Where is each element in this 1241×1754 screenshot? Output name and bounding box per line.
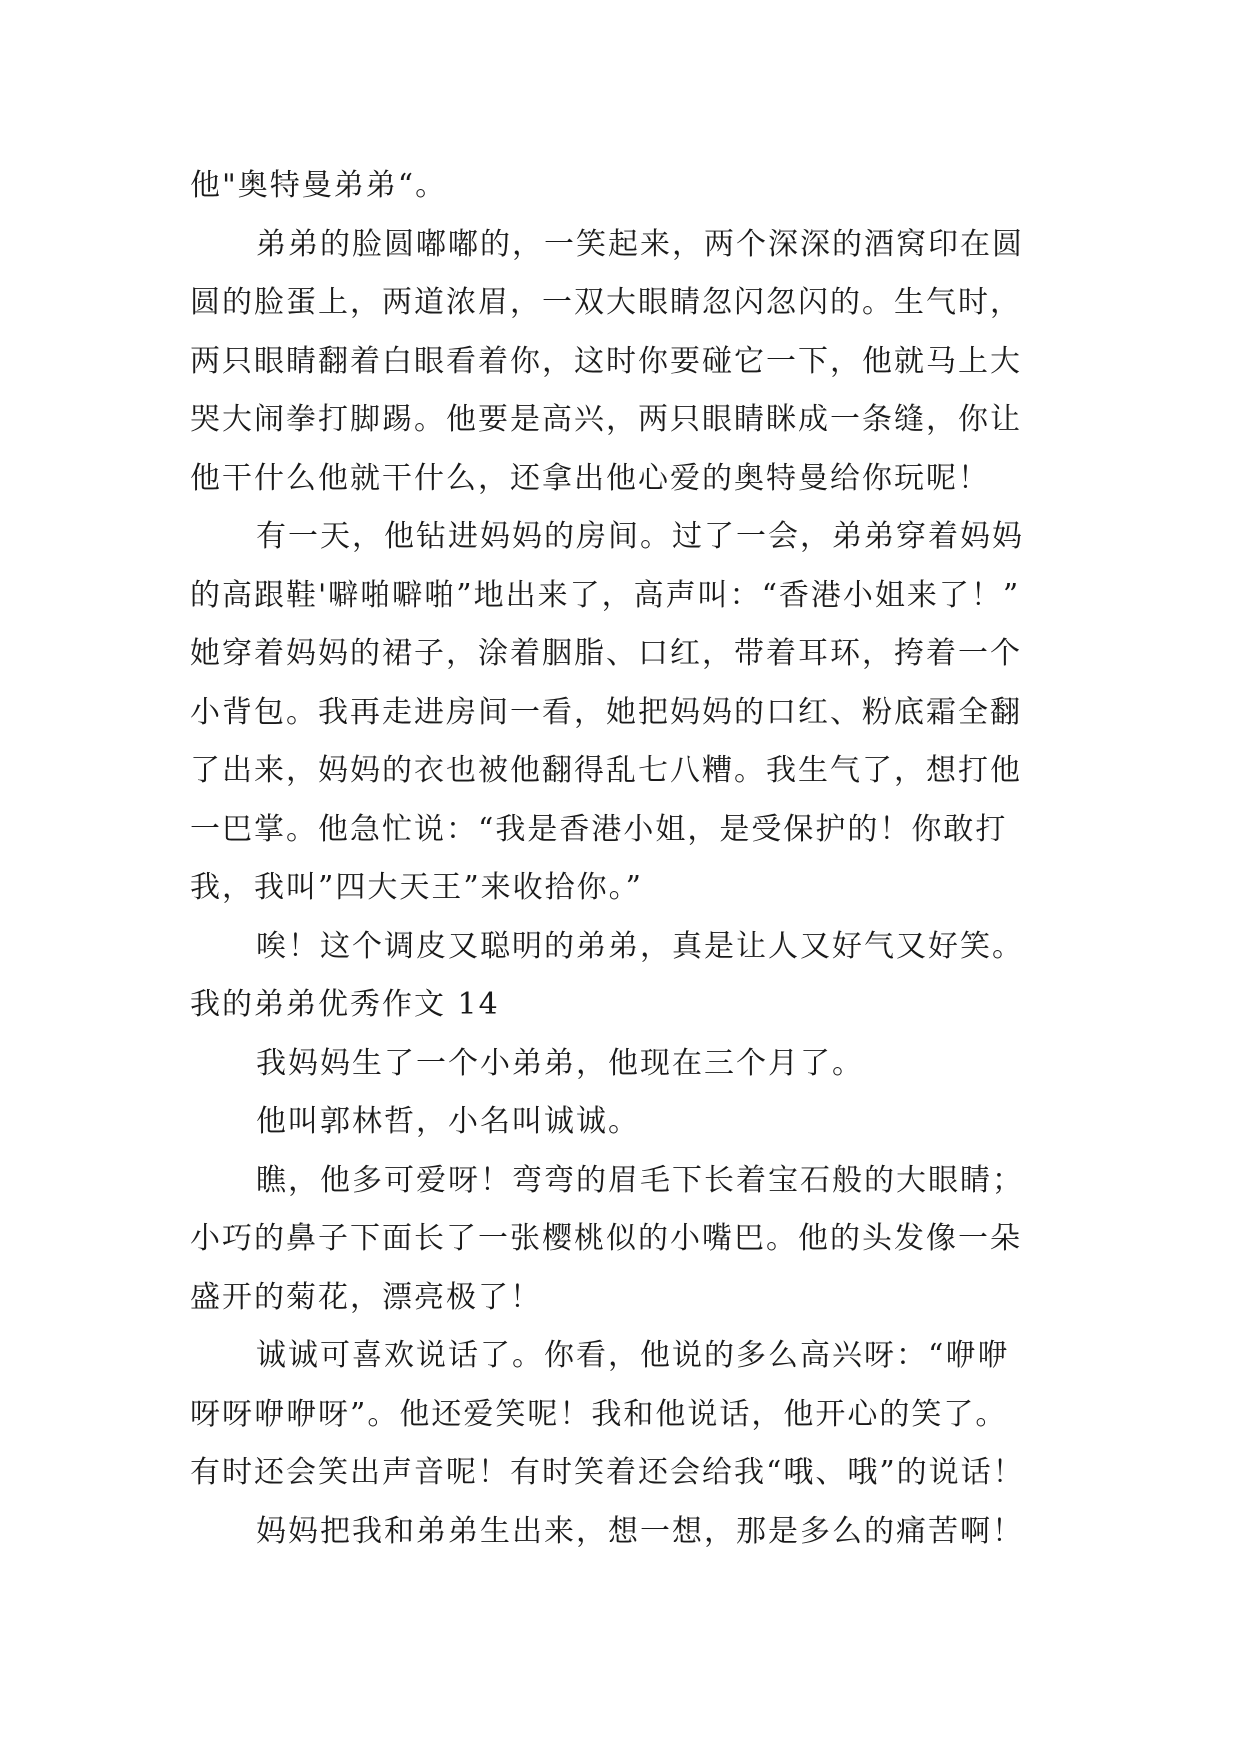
text-line: 的高跟鞋'噼啪噼啪”地出来了，高声叫：“香港小姐来了！” bbox=[190, 577, 1021, 613]
paragraph-start-line: 有一天，他钻进妈妈的房间。过了一会，弟弟穿着妈妈 bbox=[256, 519, 1024, 554]
paragraph-start-line: 妈妈把我和弟弟生出来，想一想，那是多么的痛苦啊！ bbox=[256, 1513, 1024, 1549]
paragraph-start-line: 诚诚可喜欢说话了。你看，他说的多么高兴呀：“咿咿 bbox=[256, 1338, 1010, 1373]
text-line: 他干什么他就干什么，还拿出他心爱的奥特曼给你玩呢！ bbox=[190, 460, 990, 496]
paragraph-start-line: 我妈妈生了一个小弟弟，他现在三个月了。 bbox=[256, 1045, 864, 1081]
text-line: 了出来，妈妈的衣也被他翻得乱七八糟。我生气了，想打他 bbox=[190, 753, 1022, 788]
paragraph-start-line: 他叫郭林哲，小名叫诚诚。 bbox=[256, 1104, 640, 1139]
text-line: 盛开的菊花，漂亮极了！ bbox=[190, 1279, 542, 1315]
paragraph-start-line: 弟弟的脸圆嘟嘟的，一笑起来，两个深深的酒窝印在圆 bbox=[256, 226, 1024, 262]
text-line: 有时还会笑出声音呢！有时笑着还会给我“哦、哦”的说话！ bbox=[190, 1455, 1025, 1490]
text-line: 她穿着妈妈的裙子，涂着胭脂、口红，带着耳环，挎着一个 bbox=[190, 636, 1022, 671]
text-line: 圆的脸蛋上，两道浓眉，一双大眼睛忽闪忽闪的。生气时， bbox=[190, 285, 1022, 320]
text-line: 呀呀咿咿呀”。他还爱笑呢！我和他说话，他开心的笑了。 bbox=[190, 1396, 1008, 1432]
text-line: 一巴掌。他急忙说：“我是香港小姐，是受保护的！你敢打 bbox=[190, 811, 1008, 847]
paragraph-start-line: 唉！这个调皮又聪明的弟弟，真是让人又好气又好笑。 bbox=[256, 928, 1024, 964]
text-line: 两只眼睛翻着白眼看着你，这时你要碰它一下，他就马上大 bbox=[190, 343, 1022, 379]
text-line: 他"奥特曼弟弟“。 bbox=[190, 168, 448, 203]
section-title: 我的弟弟优秀作文 14 bbox=[190, 987, 500, 1022]
text-line: 小背包。我再走进房间一看，她把妈妈的口红、粉底霜全翻 bbox=[190, 694, 1022, 730]
text-line: 哭大闹拳打脚踢。他要是高兴，两只眼睛眯成一条缝，你让 bbox=[190, 402, 1022, 437]
paragraph-start-line: 瞧，他多可爱呀！弯弯的眉毛下长着宝石般的大眼睛； bbox=[256, 1162, 1024, 1198]
document-body bbox=[190, 157, 1070, 1561]
text-line: 我，我叫”四大天王”来收拾你。” bbox=[190, 870, 644, 905]
text-line: 小巧的鼻子下面长了一张樱桃似的小嘴巴。他的头发像一朵 bbox=[190, 1221, 1022, 1256]
